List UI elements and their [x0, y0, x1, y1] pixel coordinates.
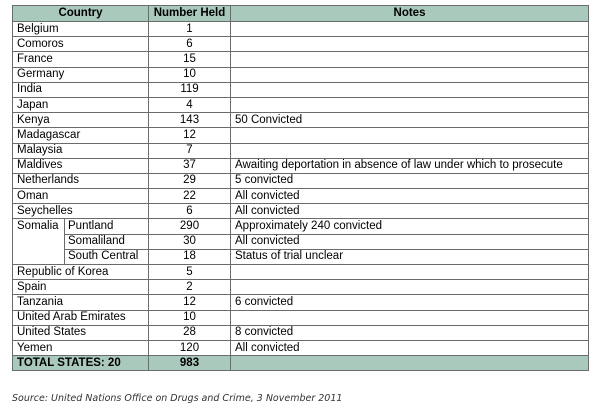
notes-cell: [231, 67, 589, 82]
header-country: Country: [13, 6, 149, 22]
country-cell: Tanzania: [13, 295, 149, 310]
notes-cell: 8 convicted: [231, 325, 589, 340]
number-held-cell: 290: [149, 219, 231, 234]
country-cell: France: [13, 52, 149, 67]
notes-cell: All convicted: [231, 234, 589, 249]
number-held-cell: 12: [149, 128, 231, 143]
notes-cell: All convicted: [231, 204, 589, 219]
number-held-cell: 1: [149, 22, 231, 37]
country-cell: Maldives: [13, 158, 149, 173]
table-row: [13, 113, 589, 128]
notes-cell: [231, 97, 589, 112]
total-row: [13, 356, 589, 371]
number-held-cell: 4: [149, 97, 231, 112]
number-held-cell: 120: [149, 340, 231, 355]
table-row: [13, 128, 589, 143]
number-held-cell: 2: [149, 280, 231, 295]
number-held-cell: 10: [149, 310, 231, 325]
notes-cell: 6 convicted: [231, 295, 589, 310]
number-held-cell: 10: [149, 67, 231, 82]
notes-cell: 50 Convicted: [231, 113, 589, 128]
header-number-held: Number Held: [149, 6, 231, 22]
country-cell: Somalia: [13, 219, 65, 265]
table-row: [13, 52, 589, 67]
notes-cell: Awaiting deportation in absence of law under which to prosecute: [231, 158, 589, 173]
country-cell: Spain: [13, 280, 149, 295]
number-held-cell: 29: [149, 173, 231, 188]
number-held-cell: 5: [149, 265, 231, 280]
region-cell: Somaliland: [65, 234, 149, 249]
region-cell: Puntland: [65, 219, 149, 234]
number-held-cell: 15: [149, 52, 231, 67]
table-row: [13, 158, 589, 173]
table-row: [13, 234, 589, 249]
number-held-cell: 18: [149, 249, 231, 264]
table-row: [13, 189, 589, 204]
country-cell: Japan: [13, 97, 149, 112]
header-notes: Notes: [231, 6, 589, 22]
country-cell: Madagascar: [13, 128, 149, 143]
table-row: [13, 37, 589, 52]
number-held-cell: 37: [149, 158, 231, 173]
notes-cell: [231, 265, 589, 280]
number-held-cell: 28: [149, 325, 231, 340]
region-cell: South Central: [65, 249, 149, 264]
number-held-cell: 143: [149, 113, 231, 128]
notes-cell: All convicted: [231, 189, 589, 204]
notes-cell: [231, 310, 589, 325]
table-row: [13, 265, 589, 280]
notes-cell: [231, 280, 589, 295]
country-cell: Republic of Korea: [13, 265, 149, 280]
table-row: [13, 280, 589, 295]
notes-cell: [231, 128, 589, 143]
number-held-cell: 119: [149, 82, 231, 97]
country-cell: Netherlands: [13, 173, 149, 188]
notes-cell: Approximately 240 convicted: [231, 219, 589, 234]
detention-table: [12, 5, 589, 371]
table-row: [13, 67, 589, 82]
notes-cell: All convicted: [231, 340, 589, 355]
notes-cell: [231, 356, 589, 371]
notes-cell: [231, 52, 589, 67]
country-cell: Seychelles: [13, 204, 149, 219]
number-held-cell: 30: [149, 234, 231, 249]
table-row: [13, 204, 589, 219]
table-row: [13, 97, 589, 112]
table-row: [13, 219, 589, 234]
country-cell: Kenya: [13, 113, 149, 128]
source-citation: Source: United Nations Office on Drugs and Crime, 3 November 2011: [12, 393, 343, 404]
country-cell: India: [13, 82, 149, 97]
country-cell: United States: [13, 325, 149, 340]
notes-cell: [231, 143, 589, 158]
notes-cell: [231, 82, 589, 97]
table-row: [13, 340, 589, 355]
notes-cell: 5 convicted: [231, 173, 589, 188]
notes-cell: [231, 37, 589, 52]
country-cell: Malaysia: [13, 143, 149, 158]
number-held-cell: 22: [149, 189, 231, 204]
table-row: [13, 295, 589, 310]
table-row: [13, 249, 589, 264]
header-row: [13, 6, 589, 22]
number-held-cell: 12: [149, 295, 231, 310]
country-cell: United Arab Emirates: [13, 310, 149, 325]
number-held-cell: 6: [149, 204, 231, 219]
table-row: [13, 173, 589, 188]
table-row: [13, 143, 589, 158]
notes-cell: Status of trial unclear: [231, 249, 589, 264]
country-cell: Oman: [13, 189, 149, 204]
number-held-cell: 6: [149, 37, 231, 52]
country-cell: Yemen: [13, 340, 149, 355]
number-held-cell: 7: [149, 143, 231, 158]
country-cell: Germany: [13, 67, 149, 82]
table-row: [13, 22, 589, 37]
country-cell: Belgium: [13, 22, 149, 37]
country-cell: Comoros: [13, 37, 149, 52]
notes-cell: [231, 22, 589, 37]
table-row: [13, 310, 589, 325]
country-cell: TOTAL STATES: 20: [13, 356, 149, 371]
table-row: [13, 325, 589, 340]
table-body: [13, 22, 589, 371]
table-row: [13, 82, 589, 97]
number-held-cell: 983: [149, 356, 231, 371]
